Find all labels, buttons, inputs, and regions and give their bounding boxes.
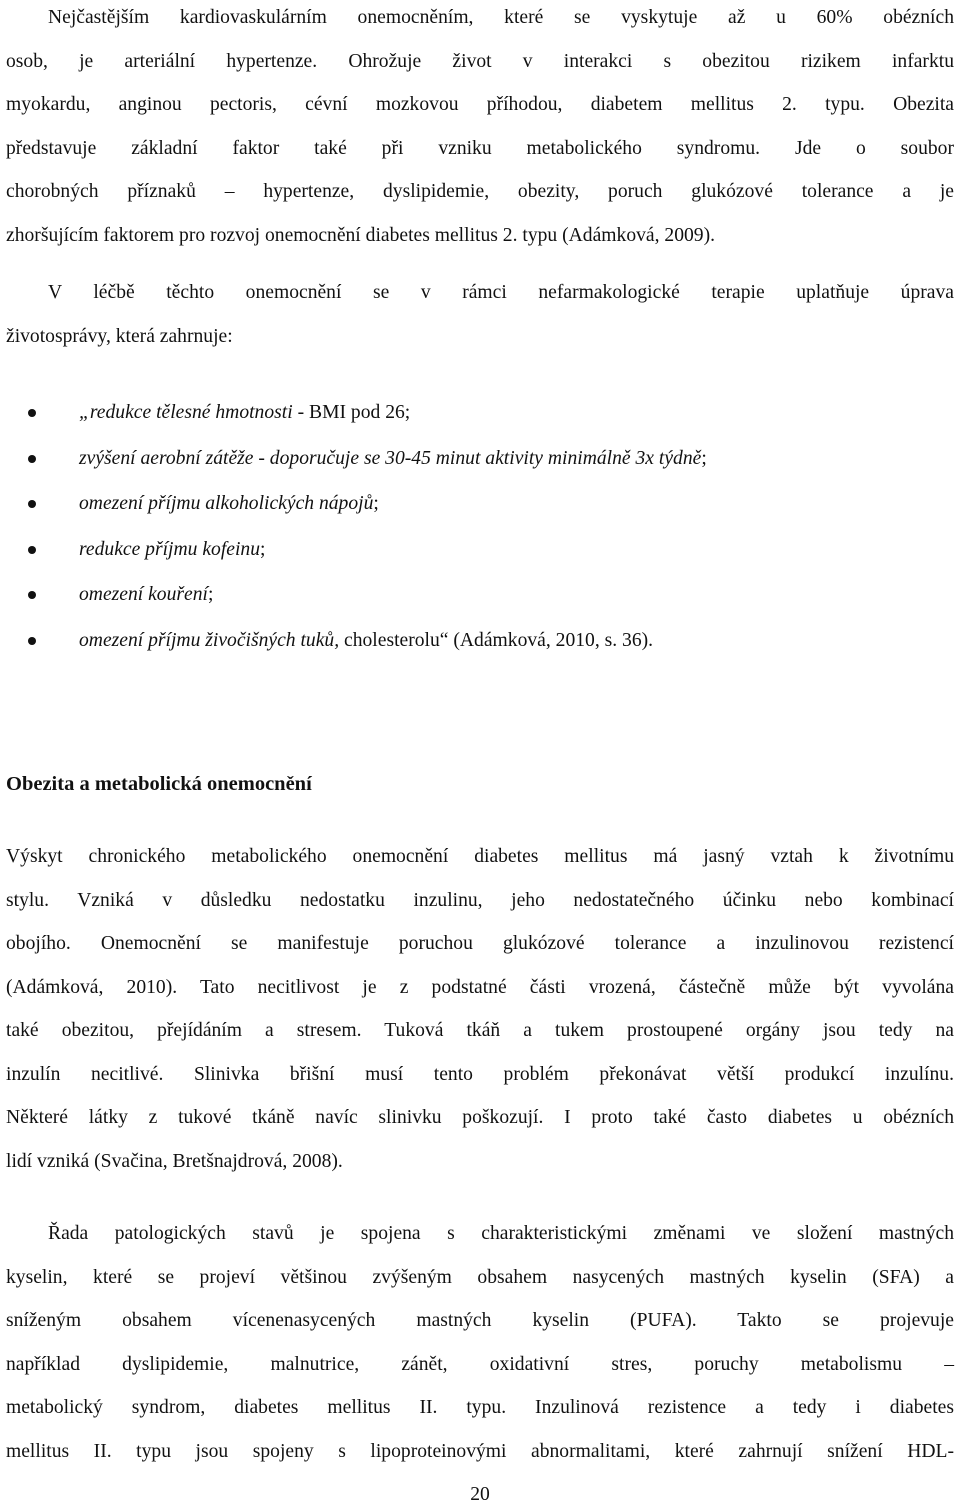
list-item xyxy=(6,436,954,482)
list-item-plain: ; xyxy=(701,447,707,469)
text-line: V léčbě těchto onemocnění se v rámci nefarmakologické terapie uplatňuje úprava xyxy=(48,282,954,303)
page-number: 20 xyxy=(470,1484,490,1505)
list-item-plain: cholesterolu“ (Adámková, 2010, s. 36). xyxy=(339,629,654,651)
text-line: myokardu, anginou pectoris, cévní mozkovou příhodou, diabetem mellitus 2. typu. Obezita xyxy=(6,94,954,115)
list-item xyxy=(6,572,954,618)
text-line: obojího. Onemocnění se manifestuje poruchou glukózové tolerance a inzulinovou rezistencí xyxy=(6,933,954,954)
section-heading: Obezita a metabolická onemocnění xyxy=(6,773,312,795)
bullet-icon xyxy=(28,455,36,463)
paragraph-diabetes xyxy=(6,835,954,1183)
list-item-italic: omezení příjmu alkoholických nápojů xyxy=(79,493,374,515)
bullet-icon xyxy=(28,409,36,417)
text-line: Výskyt chronického metabolického onemocnění diabetes mellitus má jasný vztah k životnímu xyxy=(6,846,954,867)
list-item xyxy=(6,527,954,573)
text-line: metabolický syndrom, diabetes mellitus II. typu. Inzulinová rezistence a tedy i diabetes xyxy=(6,1397,954,1418)
list-item-italic: redukce příjmu kofeinu xyxy=(79,538,261,560)
bullet-icon xyxy=(28,637,36,645)
text-line: chorobných příznaků – hypertenze, dyslipidemie, obezity, poruch glukózové tolerance a je xyxy=(6,181,954,202)
text-line: mellitus II. typu jsou spojeny s lipoproteinovými abnormalitami, které zahrnují snížení HDL- xyxy=(6,1440,954,1462)
bullet-icon xyxy=(28,591,36,599)
text-line: osob, je arteriální hypertenze. Ohrožuje život v interakci s obezitou rizikem infarktu xyxy=(6,50,954,72)
text-line: Některé látky z tukové tkáně navíc slinivku poškozují. I proto také často diabetes u obézních xyxy=(6,1107,954,1128)
paragraph-lifestyle-intro xyxy=(6,271,954,358)
paragraph-hypertension xyxy=(6,0,954,257)
paragraph-fatty-acids xyxy=(6,1212,954,1473)
lifestyle-measures-list xyxy=(6,390,954,664)
text-line: sníženým obsahem vícenenasycených mastných kyselin (PUFA). Takto se projevuje xyxy=(6,1310,954,1331)
text-line: (Adámková, 2010). Tato necitlivost je z podstatné části vrozená, částečně může být vyvolána xyxy=(6,976,954,998)
text-line: Nejčastějším kardiovaskulárním onemocněním, které se vyskytuje až u 60% obézních xyxy=(48,7,954,28)
list-item-plain: - BMI pod 26; xyxy=(292,402,411,423)
list-item-italic: omezení kouření xyxy=(79,584,208,606)
text-line: představuje základní faktor také při vzniku metabolického syndromu. Jde o soubor xyxy=(6,137,954,159)
list-item xyxy=(6,390,954,436)
bullet-icon xyxy=(28,500,36,508)
list-item-italic: omezení příjmu živočišných tuků, xyxy=(79,629,340,651)
document-page xyxy=(6,0,954,1509)
text-line: také obezitou, přejídáním a stresem. Tuková tkáň a tukem prostoupené orgány jsou tedy na xyxy=(6,1020,954,1041)
list-item xyxy=(6,481,954,527)
text-line: kyselin, které se projeví většinou zvýšeným obsahem nasycených mastných kyselin (SFA) a xyxy=(6,1266,954,1288)
list-item xyxy=(6,618,954,664)
text-line: například dyslipidemie, malnutrice, zánět, oxidativní stres, poruchy metabolismu – xyxy=(6,1353,954,1375)
list-item-plain: ; xyxy=(260,538,266,560)
bullet-icon xyxy=(28,546,36,554)
text-line: zhoršujícím faktorem pro rozvoj onemocnění diabetes mellitus 2. typu (Adámková, 2009). xyxy=(6,224,716,246)
text-line: stylu. Vzniká v důsledku nedostatku inzulinu, jeho nedostatečného účinku nebo kombinací xyxy=(6,889,954,911)
list-item-plain: ; xyxy=(207,584,214,606)
text-line: lidí vzniká (Svačina, Bretšnajdrová, 2008). xyxy=(6,1150,343,1172)
list-item-italic: zvýšení aerobní zátěže - doporučuje se 30-45 minut aktivity minimálně 3x týdně xyxy=(79,447,702,469)
text-line: Řada patologických stavů je spojena s charakteristickými změnami ve složení mastných xyxy=(48,1223,954,1244)
list-item-italic: „redukce tělesné hmotnosti xyxy=(79,402,293,423)
list-item-plain: ; xyxy=(373,493,379,515)
text-line: inzulín necitlivé. Slinivka břišní musí tento problém překonávat větší produkcí inzulínu. xyxy=(6,1063,954,1085)
text-line: životosprávy, která zahrnuje: xyxy=(6,325,233,347)
